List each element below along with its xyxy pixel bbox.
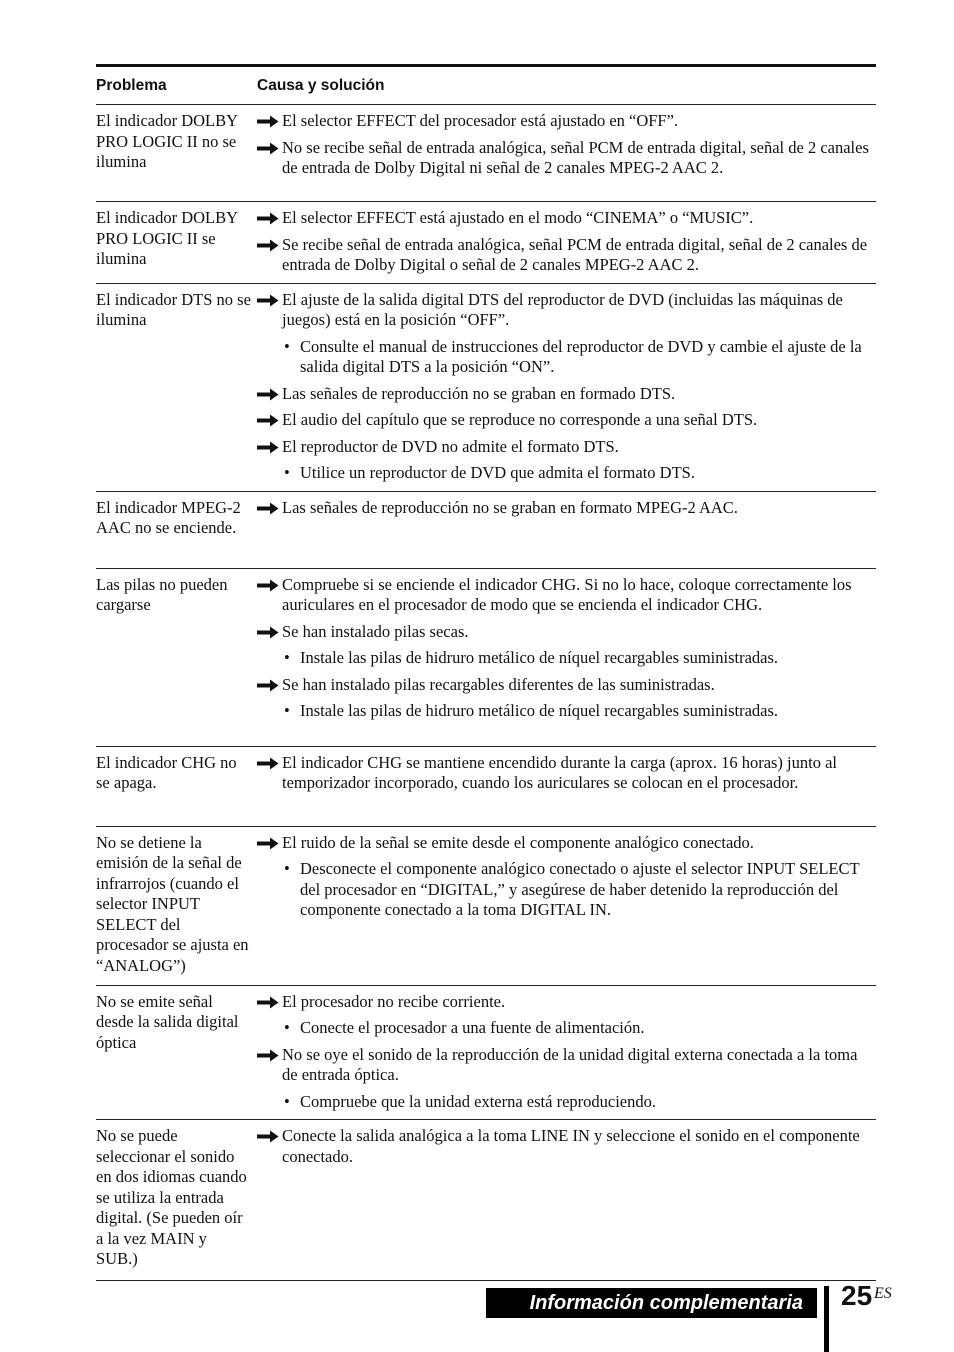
right-arrow-icon <box>257 1045 282 1086</box>
problem-cell: El indicador CHG no se apaga. <box>96 752 237 792</box>
cause-cell <box>257 498 876 561</box>
table-row <box>96 492 876 569</box>
troubleshooting-table <box>96 64 876 1281</box>
solution-text: Conecte el procesador a una fuente de alimentación. <box>300 1018 645 1037</box>
cause-text: Compruebe si se enciende el indicador CHG. Si no lo hace, coloque correctamente los auriculares en el procesador de modo que se encienda el indicador CHG. <box>282 574 852 614</box>
bullet-dot: • <box>284 336 290 356</box>
cause-cell <box>257 111 876 194</box>
right-arrow-icon <box>257 410 282 431</box>
table-row <box>96 986 876 1121</box>
cause-text: Las señales de reproducción no se graban en formato MPEG-2 AAC. <box>282 497 738 517</box>
right-arrow-icon <box>257 290 282 331</box>
cause-item <box>257 498 876 519</box>
cause-item <box>257 437 876 484</box>
cause-item <box>257 675 876 722</box>
cause-item <box>257 833 876 921</box>
bullet-dot: • <box>284 1091 290 1111</box>
cause-item <box>257 138 876 179</box>
cause-item <box>257 622 876 669</box>
solution-text: Instale las pilas de hidruro metálico de níquel recargables suministradas. <box>300 701 779 720</box>
right-arrow-icon <box>257 992 282 1013</box>
right-arrow-icon <box>257 235 282 276</box>
cause-text: Se recibe señal de entrada analógica, señal PCM de entrada digital, señal de 2 canales de entrada de Dolby Digital o señal de 2 canales MPEG-2 AAC 2. <box>282 234 868 274</box>
right-arrow-icon <box>257 138 282 179</box>
cause-text: Se han instalado pilas recargables diferentes de las suministradas. <box>282 674 715 694</box>
cause-text: Conecte la salida analógica a la toma LINE IN y seleccione el sonido en el componente conectado. <box>282 1126 860 1166</box>
cause-item <box>257 992 876 1039</box>
cause-item <box>257 753 876 794</box>
table-header <box>96 67 876 105</box>
right-arrow-icon <box>257 575 282 616</box>
problem-cell: El indicador MPEG-2 AAC no se enciende. <box>96 497 241 537</box>
problem-cell: Las pilas no pueden cargarse <box>96 574 228 614</box>
right-arrow-icon <box>257 384 282 405</box>
cause-cell <box>257 992 876 1113</box>
bullet-dot: • <box>284 701 290 720</box>
cause-text: No se recibe señal de entrada analógica, señal PCM de entrada digital, señal de 2 canales de entrada de Dolby Digital ni señal de 2 canales MPEG-2 AAC 2. <box>282 137 869 177</box>
cause-item <box>257 290 876 378</box>
cause-text: No se oye el sonido de la reproducción de la unidad digital externa conectada a la toma de entrada óptica. <box>282 1044 858 1084</box>
cause-cell <box>257 575 876 739</box>
cause-text: El reproductor de DVD no admite el formato DTS. <box>282 436 619 456</box>
problem-cell: El indicador DOLBY PRO LOGIC II se ilumina <box>96 208 238 268</box>
table-body <box>96 105 876 1281</box>
page-number: 25 <box>841 1280 873 1311</box>
cause-cell <box>257 1126 876 1273</box>
cause-item <box>257 1126 876 1167</box>
cause-text: El audio del capítulo que se reproduce no corresponde a una señal DTS. <box>282 410 758 429</box>
cause-item <box>257 235 876 276</box>
table-row <box>96 202 876 284</box>
cause-cell <box>257 208 876 276</box>
right-arrow-icon <box>257 208 282 229</box>
problem-cell: No se detiene la emisión de la señal de infrarrojos (cuando el selector INPUT SELECT del procesador se ajusta en “ANALOG”) <box>96 832 249 975</box>
table-row <box>96 569 876 747</box>
cause-text: El selector EFFECT está ajustado en el modo “CINEMA” o “MUSIC”. <box>282 208 754 227</box>
solution-bullet <box>257 648 876 669</box>
right-arrow-icon <box>257 437 282 458</box>
solution-text: Instale las pilas de hidruro metálico de níquel recargables suministradas. <box>300 648 779 667</box>
cause-item <box>257 384 876 405</box>
solution-bullet <box>257 701 876 722</box>
bullet-dot: • <box>284 1018 290 1037</box>
cause-text: El ruido de la señal se emite desde el componente analógico conectado. <box>282 832 754 852</box>
bullet-dot: • <box>284 463 290 482</box>
cause-cell <box>257 290 876 484</box>
table-row <box>96 827 876 986</box>
table-row <box>96 284 876 492</box>
solution-text: Utilice un reproductor de DVD que admita el formato DTS. <box>300 463 695 482</box>
problem-cell: El indicador DTS no se ilumina <box>96 289 251 329</box>
cause-text: Las señales de reproducción no se graban en formado DTS. <box>282 383 676 403</box>
right-arrow-icon <box>257 111 282 132</box>
page-edge-line <box>824 1286 829 1352</box>
section-title: Información complementaria <box>529 1291 803 1314</box>
solution-bullet <box>257 1018 876 1039</box>
solution-bullet <box>257 1092 876 1113</box>
solution-text: Consulte el manual de instrucciones del reproductor de DVD y cambie el ajuste de la salida digital DTS a la posición “ON”. <box>300 336 862 376</box>
table-row <box>96 747 876 827</box>
right-arrow-icon <box>257 498 282 519</box>
cause-item <box>257 1045 876 1113</box>
solution-bullet <box>257 463 876 484</box>
bullet-dot: • <box>284 648 290 667</box>
solution-bullet <box>257 337 876 378</box>
cause-item <box>257 208 876 229</box>
problem-cell: El indicador DOLBY PRO LOGIC II no se ilumina <box>96 111 238 171</box>
solution-bullet <box>257 859 876 921</box>
cause-text: Se han instalado pilas secas. <box>282 621 469 641</box>
header-problem: Problema <box>96 76 167 94</box>
cause-cell <box>257 753 876 819</box>
header-cause: Causa y solución <box>257 76 385 94</box>
right-arrow-icon <box>257 753 282 794</box>
table-row <box>96 105 876 202</box>
cause-item <box>257 575 876 616</box>
cause-cell <box>257 833 876 978</box>
page-language-suffix: ES <box>874 1285 892 1302</box>
problem-cell: No se emite señal desde la salida digital óptica <box>96 991 239 1052</box>
solution-text: Compruebe que la unidad externa está reproduciendo. <box>300 1091 656 1111</box>
right-arrow-icon <box>257 1126 282 1167</box>
right-arrow-icon <box>257 833 282 854</box>
cause-text: El ajuste de la salida digital DTS del reproductor de DVD (incluidas las máquinas de juegos) está en la posición “OFF”. <box>282 289 843 329</box>
cause-text: El indicador CHG se mantiene encendido durante la carga (aprox. 16 horas) junto al temporizador incorporado, cuando los auriculares se colocan en el procesador. <box>282 752 838 792</box>
cause-text: El procesador no recibe corriente. <box>282 991 506 1011</box>
problem-cell: No se puede seleccionar el sonido en dos idiomas cuando se utiliza la entrada digital. (Se pueden oír a la vez MAIN y SUB.) <box>96 1126 247 1268</box>
right-arrow-icon <box>257 622 282 643</box>
bullet-dot: • <box>284 859 290 878</box>
cause-item <box>257 410 876 431</box>
section-title-bar <box>486 1288 817 1318</box>
right-arrow-icon <box>257 675 282 696</box>
solution-text: Desconecte el componente analógico conectado o ajuste el selector INPUT SELECT del procesador en “DIGITAL,” y asegúrese de haber detenido la reproducción del componente conectado a la toma DIGITAL IN. <box>300 859 860 919</box>
table-row <box>96 1120 876 1281</box>
cause-item <box>257 111 876 132</box>
cause-text: El selector EFFECT del procesador está ajustado en “OFF”. <box>282 111 679 130</box>
